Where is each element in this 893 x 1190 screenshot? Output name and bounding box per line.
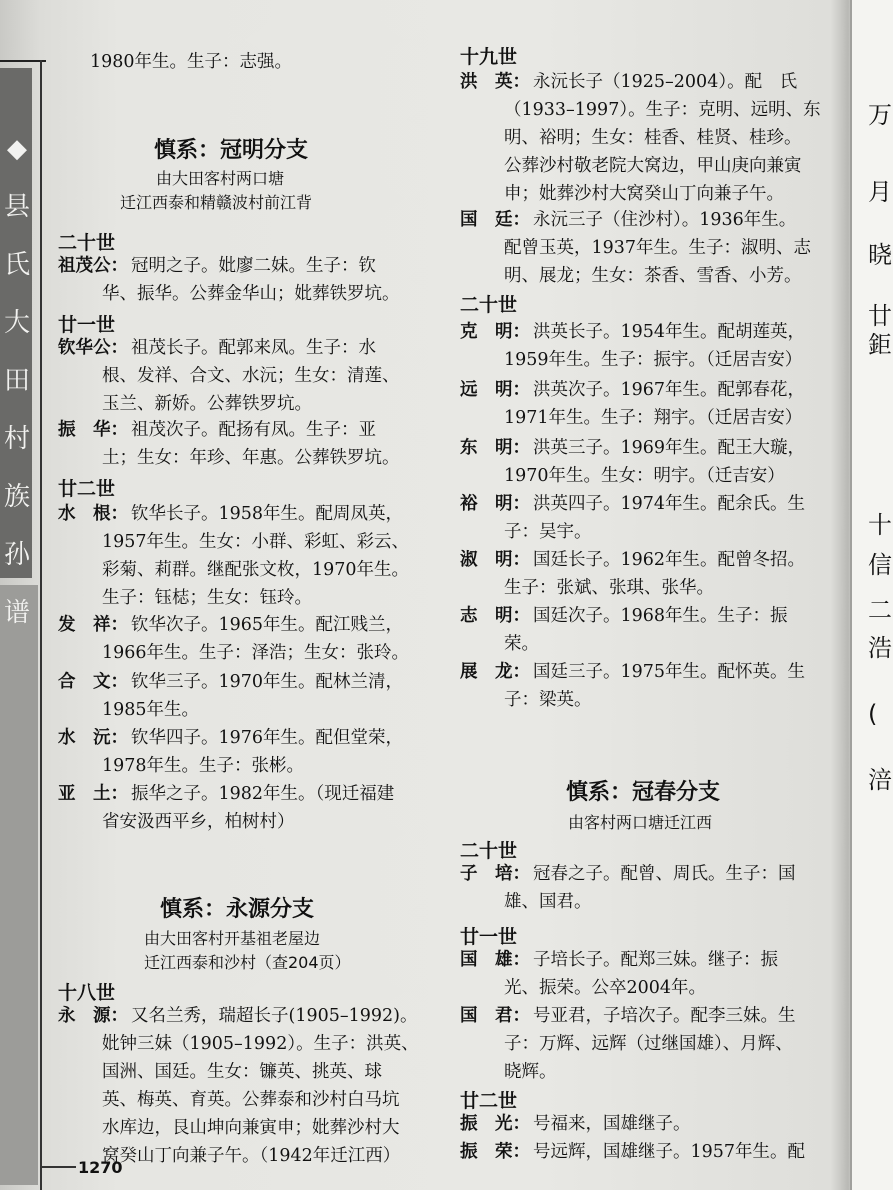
intro-line: 1980年生。生子：志强。 [90, 52, 293, 72]
generation-heading: 廿二世 [58, 478, 116, 500]
person-name: 永 源： [58, 1006, 128, 1026]
strip-char: 孙 [3, 540, 30, 570]
person-name: 展 龙： [460, 662, 530, 682]
edge-char: 万 [868, 101, 892, 129]
entry-text-line: 配曾玉英，1937年生。生子：淑明、志 [504, 238, 812, 258]
entry-text-line: 子：万辉、远辉（过继国雄）、月辉、 [504, 1034, 793, 1054]
entry-text-line: 又名兰秀，瑞超长子(1905–1992)。 [131, 1006, 418, 1026]
gray-band [0, 585, 38, 1185]
edge-char: 二 [868, 596, 892, 624]
branch-title-guanming: 慎系：冠明分支 [154, 138, 309, 163]
entry-text-line: 冠明之子。妣廖二妹。生子：钦 [131, 256, 376, 276]
entry-text-line: 窝癸山丁向兼子午。（1942年迁江西） [102, 1146, 401, 1166]
person-name: 合 文： [58, 672, 128, 692]
entry-text-line: 永沅三子（住沙村）。1936年生。 [533, 210, 797, 230]
entry-text-line: 1959年生。生子：振宇。（迁居吉安） [504, 350, 803, 370]
entry-text-line: 子：吴宇。 [504, 522, 592, 542]
person-name: 国 君： [460, 1006, 530, 1026]
person-name: 志 明： [460, 606, 530, 626]
branch-subtitle: 由客村两口塘迁江西 [568, 813, 713, 832]
entry-text-line: 华、振华。公葬金华山；妣葬铁罗坑。 [102, 284, 400, 304]
entry-text-line: 1957年生。生女：小群、彩虹、彩云、 [102, 532, 410, 552]
person-name: 钦华公： [58, 338, 128, 358]
entry-text-line: 申；妣葬沙村大窝癸山丁向兼子午。 [504, 184, 784, 204]
entry-text-line: 钦华次子。1965年生。配江贱兰， [131, 615, 404, 635]
entry-text-line: 子：梁英。 [504, 690, 592, 710]
edge-char: 浩 [868, 634, 892, 662]
branch-subtitle: 由大田客村两口塘 [156, 169, 285, 188]
person-name: 振 荣： [460, 1142, 530, 1162]
generation-heading: 廿一世 [58, 314, 116, 336]
branch-subtitle: 由大田客村开基祖老屋边 [144, 929, 321, 948]
strip-char: 谱 [3, 598, 30, 628]
generation-heading: 十八世 [58, 982, 116, 1004]
entry-text-line: 号远辉，国雄继子。1957年生。配 [533, 1142, 806, 1162]
strip-char: 族 [3, 482, 30, 512]
person-name: 远 明： [460, 380, 530, 400]
left-decorative-strip [0, 60, 40, 1190]
entry-text-line: 根、发祥、合文、水沅；生女：清莲、 [102, 366, 400, 386]
strip-char: 田 [3, 366, 30, 396]
branch-title-guanchun: 慎系：冠春分支 [566, 780, 721, 805]
generation-heading: 二十世 [460, 294, 518, 316]
edge-char: ( [868, 700, 878, 728]
entry-text-line: （1933–1997）。生子：克明、远明、东 [504, 100, 821, 120]
person-name: 克 明： [460, 322, 530, 342]
entry-text-line: 公葬沙村敬老院大窝边，甲山庚向兼寅 [504, 156, 802, 176]
strip-char: 氏 [3, 250, 30, 280]
strip-char: 县 [3, 192, 30, 222]
generation-heading: 廿一世 [460, 926, 518, 948]
strip-char: 村 [3, 424, 30, 454]
person-name: 淑 明： [460, 550, 530, 570]
entry-text-line: 彩菊、莉群。继配张文枚，1970年生。 [102, 560, 410, 580]
entry-text-line: 号福来，国雄继子。 [533, 1114, 691, 1134]
entry-text-line: 国廷次子。1968年生。生子：振 [533, 606, 788, 626]
strip-char: 大 [3, 308, 30, 338]
edge-char: 信 [868, 551, 892, 579]
branch-subtitle: 迁江西泰和沙村（查204页） [144, 953, 351, 972]
strip-char: ◆ [7, 134, 27, 164]
page-number-rule [42, 1166, 76, 1168]
entry-text-line: 明、裕明；生女：桂香、桂贤、桂珍。 [504, 128, 802, 148]
entry-text-line: 1970年生。生女：明宇。（迁吉安） [504, 466, 785, 486]
entry-text-line: 1978年生。生子：张彬。 [102, 756, 305, 776]
entry-text-line: 生子：钰梽；生女：钰玲。 [102, 588, 312, 608]
person-name: 子 培： [460, 864, 530, 884]
entry-text-line: 国洲、国廷。生女：镰英、挑英、球 [102, 1062, 382, 1082]
entry-text-line: 水库边，艮山坤向兼寅申；妣葬沙村大 [102, 1118, 400, 1138]
entry-text-line: 1971年生。生子：翔宇。（迁居吉安） [504, 408, 803, 428]
entry-text-line: 生子：张斌、张琪、张华。 [504, 578, 714, 598]
person-name: 亚 土： [58, 784, 128, 804]
edge-char: 廿 [868, 302, 892, 330]
entry-text-line: 雄、国君。 [504, 892, 592, 912]
entry-text-line: 钦华四子。1976年生。配但堂荣， [131, 728, 404, 748]
entry-text-line: 振华之子。1982年生。（现迁福建 [131, 784, 395, 804]
entry-text-line: 1985年生。 [102, 700, 200, 720]
edge-char: 十 [868, 511, 892, 539]
entry-text-line: 祖茂长子。配郭来凤。生子：水 [131, 338, 376, 358]
branch-subtitle: 迁江西泰和精赣波村前江背 [120, 193, 313, 212]
generation-heading: 廿二世 [460, 1090, 518, 1112]
person-name: 振 华： [58, 420, 128, 440]
person-name: 水 根： [58, 504, 128, 524]
person-name: 水 沅： [58, 728, 128, 748]
vertical-rule [40, 60, 42, 1190]
entry-text-line: 荣。 [504, 634, 539, 654]
person-name: 发 祥： [58, 615, 128, 635]
person-name: 裕 明： [460, 494, 530, 514]
person-name: 洪 英： [460, 72, 530, 92]
edge-char: 鉅 [868, 331, 892, 359]
person-name: 东 明： [460, 438, 530, 458]
entry-text-line: 祖茂次子。配扬有凤。生子：亚 [131, 420, 376, 440]
entry-text-line: 洪英三子。1969年生。配王大璇， [533, 438, 806, 458]
person-name: 祖茂公： [58, 256, 128, 276]
entry-text-line: 明、展龙；生女：茶香、雪香、小芳。 [504, 266, 802, 286]
person-name: 振 光： [460, 1114, 530, 1134]
person-name: 国 雄： [460, 950, 530, 970]
entry-text-line: 光、振荣。公卒2004年。 [504, 978, 707, 998]
entry-text-line: 钦华长子。1958年生。配周凤英， [131, 504, 404, 524]
edge-char: 涪 [868, 766, 892, 794]
entry-text-line: 晓辉。 [504, 1062, 557, 1082]
person-name: 国 廷： [460, 210, 530, 230]
entry-text-line: 洪英次子。1967年生。配郭春花， [533, 380, 806, 400]
entry-text-line: 钦华三子。1970年生。配林兰清， [131, 672, 404, 692]
edge-char: 晓 [868, 241, 892, 269]
entry-text-line: 英、梅英、育英。公葬泰和沙村白马坑 [102, 1090, 400, 1110]
entry-text-line: 子培长子。配郑三妹。继子：振 [533, 950, 778, 970]
generation-heading: 二十世 [460, 840, 518, 862]
entry-text-line: 冠春之子。配曾、周氏。生子：国 [533, 864, 796, 884]
entry-text-line: 1966年生。生子：泽浩；生女：张玲。 [102, 643, 410, 663]
entry-text-line: 玉兰、新娇。公葬铁罗坑。 [102, 394, 312, 414]
entry-text-line: 号亚君，子培次子。配李三妹。生 [533, 1006, 796, 1026]
strip-title [2, 120, 32, 642]
page-number: 1270 [78, 1158, 123, 1177]
entry-text-line: 洪英四子。1974年生。配余氏。生 [533, 494, 806, 514]
edge-char: 月 [868, 178, 892, 206]
entry-text-line: 省安汲西平乡，柏树村） [102, 812, 295, 832]
generation-heading: 二十世 [58, 232, 116, 254]
entry-text-line: 永沅长子（1925–2004）。配 氏 [533, 72, 798, 92]
entry-text-line: 洪英长子。1954年生。配胡莲英， [533, 322, 806, 342]
entry-text-line: 国廷长子。1962年生。配曾冬招。 [533, 550, 806, 570]
branch-title-yongyuan: 慎系：永源分支 [160, 897, 315, 922]
entry-text-line: 土；生女：年珍、年惠。公葬铁罗坑。 [102, 448, 400, 468]
entry-text-line: 妣钟三妹（1905–1992）。生子：洪英、 [102, 1034, 419, 1054]
generation-heading: 十九世 [460, 46, 518, 68]
entry-text-line: 国廷三子。1975年生。配怀英。生 [533, 662, 806, 682]
